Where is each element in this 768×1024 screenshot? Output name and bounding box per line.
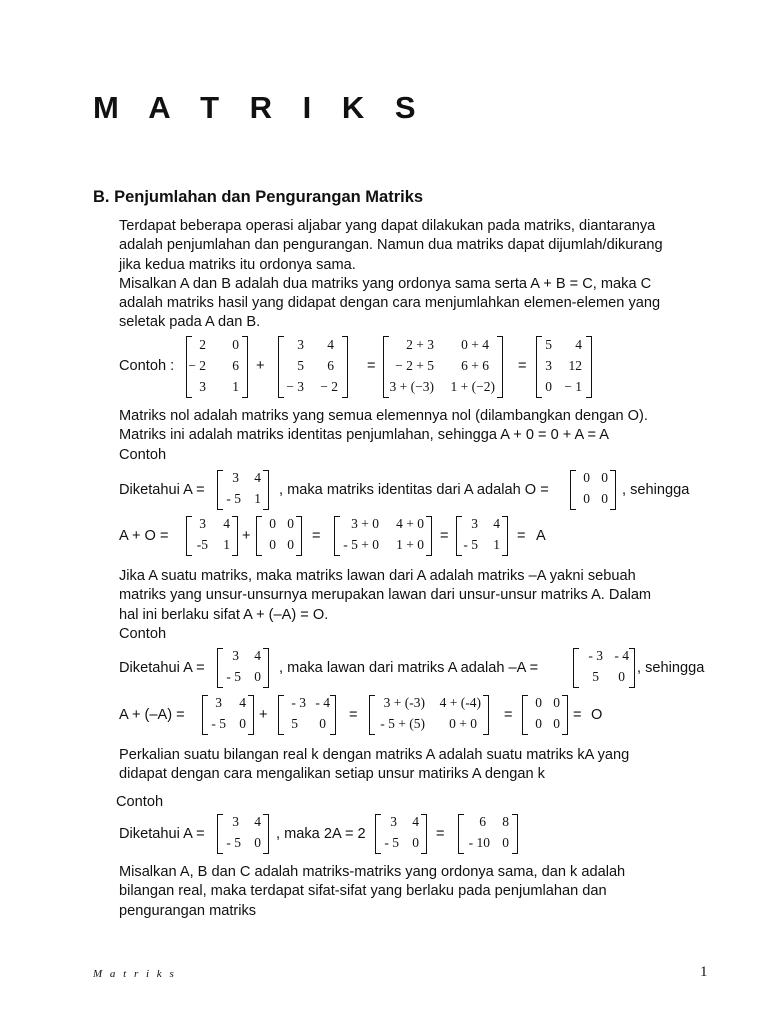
ex3-matrix-neg-a <box>573 648 635 688</box>
ex2-matrix-1 <box>186 516 238 556</box>
ex2-sum-label: A + O = <box>119 528 169 544</box>
matrix-cell: 0 <box>553 716 560 731</box>
matrix-cell: -5 <box>196 537 208 552</box>
matrix-cell: 1 <box>254 491 261 506</box>
text-line: adalah matriks hasil yang didapat dengan cara menjumlahkan elemen-elemen yang <box>119 295 661 312</box>
matrix-cell: 3 <box>232 470 239 485</box>
matrix-cell: 0 + 4 <box>461 337 489 352</box>
ex2-text-end: , sehingga <box>622 482 690 498</box>
matrix-cell: − 2 <box>188 358 206 373</box>
paragraph-properties <box>119 863 739 921</box>
matrix-cell: 0 <box>412 835 419 850</box>
matrix-cell: − 1 <box>564 379 582 394</box>
matrix-cell: - 5 + (5) <box>380 716 425 731</box>
matrix-cell: 4 <box>493 516 500 531</box>
ex4-label: Diketahui A = <box>119 826 205 842</box>
text-line: seletak pada A dan B. <box>119 314 261 331</box>
matrix-cell: - 4 <box>614 648 629 663</box>
equals-sign: = <box>504 707 513 723</box>
matrix-cell: - 5 <box>226 835 241 850</box>
ex3-matrix-1 <box>202 695 254 735</box>
ex1-matrix-3 <box>383 336 503 398</box>
matrix-cell: 0 <box>239 716 246 731</box>
paragraph-intro <box>119 217 739 333</box>
ex1-matrix-4 <box>536 336 592 398</box>
matrix-cell: 3 <box>199 379 206 394</box>
matrix-cell: 4 <box>254 648 261 663</box>
matrix-cell: 0 <box>287 537 294 552</box>
matrix-cell: 0 <box>545 379 552 394</box>
equals-sign: = <box>518 358 527 374</box>
ex2-text: , maka matriks identitas dari A adalah O = <box>279 482 549 498</box>
ex1-label: Contoh : <box>119 358 175 374</box>
matrix-cell: 0 <box>601 491 608 506</box>
matrix-cell: 4 <box>412 814 419 829</box>
matrix-cell: 2 + 3 <box>406 337 434 352</box>
plus-sign: + <box>256 358 265 374</box>
text-line: Misalkan A, B dan C adalah matriks-matriks yang ordonya sama, dan k adalah <box>119 864 626 880</box>
matrix-cell: 3 + 0 <box>351 516 379 531</box>
matrix-cell: 0 <box>583 470 590 485</box>
plus-sign: + <box>259 707 268 723</box>
ex2-matrix-3 <box>334 516 432 556</box>
matrix-cell: - 3 <box>291 695 306 710</box>
matrix-cell: 6 <box>232 358 239 373</box>
matrix-cell: - 5 <box>226 491 241 506</box>
matrix-cell: 4 <box>575 337 582 352</box>
matrix-cell: 5 <box>592 669 599 684</box>
footer-title: M a t r i k s <box>93 968 177 980</box>
ex1-matrix-1 <box>186 336 248 398</box>
text-line: hal ini berlaku sifat A + (–A) = O. <box>119 606 329 623</box>
ex3-matrix-2 <box>278 695 336 735</box>
matrix-cell: 3 + (−3) <box>389 379 434 394</box>
matrix-cell: 3 <box>471 516 478 531</box>
ex2-matrix-a <box>217 470 269 510</box>
paragraph-negative-matrix <box>119 567 739 644</box>
matrix-cell: 0 <box>269 516 276 531</box>
matrix-cell: − 2 <box>320 379 338 394</box>
matrix-cell: 3 <box>199 516 206 531</box>
matrix-cell: 0 <box>287 516 294 531</box>
matrix-cell: - 10 <box>468 835 490 850</box>
ex3-sum-label: A + (–A) = <box>119 707 185 723</box>
matrix-cell: 4 <box>254 814 261 829</box>
paragraph-scalar-mult <box>119 746 739 785</box>
paragraph-zero-matrix <box>119 407 739 465</box>
text-line: Contoh <box>119 446 167 463</box>
matrix-cell: 4 <box>254 470 261 485</box>
matrix-cell: 8 <box>502 814 509 829</box>
matrix-cell: - 5 <box>384 835 399 850</box>
ex3-text-end: , sehingga <box>637 660 705 676</box>
ex4-matrix-c <box>458 814 518 854</box>
matrix-cell: 3 <box>232 814 239 829</box>
matrix-cell: 4 <box>327 337 334 352</box>
text-line: Jika A suatu matriks, maka matriks lawan dari A adalah matriks –A yakni sebuah <box>119 568 636 584</box>
matrix-cell: 5 <box>297 358 304 373</box>
equals-sign: = <box>440 528 449 544</box>
matrix-cell: - 5 + 0 <box>343 537 379 552</box>
matrix-cell: - 5 <box>226 669 241 684</box>
ex4-matrix-b <box>375 814 427 854</box>
text-line: pengurangan matriks <box>119 902 257 919</box>
text-line: Matriks nol adalah matriks yang semua elemennya nol (dilambangkan dengan O). <box>119 408 648 424</box>
equals-sign: = <box>517 528 526 544</box>
equals-sign: = <box>367 358 376 374</box>
matrix-cell: − 3 <box>286 379 304 394</box>
ex2-label: Diketahui A = <box>119 482 205 498</box>
matrix-cell: 0 <box>535 716 542 731</box>
matrix-cell: - 5 <box>211 716 226 731</box>
matrix-cell: - 4 <box>315 695 330 710</box>
text-line: matriks yang unsur-unsurnya merupakan lawan dari unsur-unsur matriks A. Dalam <box>119 587 652 604</box>
matrix-cell: 0 <box>618 669 625 684</box>
equals-sign: = <box>573 707 582 723</box>
text-line: Terdapat beberapa operasi aljabar yang dapat dilakukan pada matriks, diantaranya <box>119 218 656 234</box>
matrix-cell: 5 <box>545 337 552 352</box>
matrix-cell: 0 <box>553 695 560 710</box>
text-line: Matriks ini adalah matriks identitas penjumlahan, sehingga A + 0 = 0 + A = A <box>119 427 610 444</box>
result-a: A <box>536 528 546 544</box>
matrix-cell: 3 <box>215 695 222 710</box>
matrix-cell: 1 <box>493 537 500 552</box>
matrix-cell: 3 <box>390 814 397 829</box>
text-line: Misalkan A dan B adalah dua matriks yang ordonya sama serta A + B = C, maka C <box>119 275 652 292</box>
equals-sign: = <box>436 826 445 842</box>
text-line: didapat dengan cara mengalikan setiap unsur matiriks A dengan k <box>119 766 545 783</box>
ex3-matrix-3 <box>369 695 489 735</box>
ex1-matrix-2 <box>278 336 348 398</box>
ex2-matrix-o <box>570 470 616 510</box>
matrix-cell: 1 + 0 <box>396 537 424 552</box>
matrix-cell: - 3 <box>588 648 603 663</box>
matrix-cell: 2 <box>199 337 206 352</box>
ex2-matrix-2 <box>256 516 302 556</box>
matrix-cell: 4 <box>239 695 246 710</box>
matrix-cell: 4 + (-4) <box>439 695 481 710</box>
matrix-cell: 0 + 0 <box>449 716 477 731</box>
matrix-cell: 3 + (-3) <box>383 695 425 710</box>
matrix-cell: - 5 <box>463 537 478 552</box>
ex3-text: , maka lawan dari matriks A adalah –A = <box>279 660 539 676</box>
page-number: 1 <box>700 964 708 980</box>
matrix-cell: 6 <box>479 814 486 829</box>
matrix-cell: − 2 + 5 <box>395 358 434 373</box>
matrix-cell: 1 + (−2) <box>450 379 495 394</box>
matrix-cell: 5 <box>291 716 298 731</box>
text-line: Contoh <box>119 625 167 642</box>
ex3-matrix-4 <box>522 695 568 735</box>
page-title: M A T R I K S <box>93 90 427 125</box>
matrix-cell: 3 <box>232 648 239 663</box>
section-heading: B. Penjumlahan dan Pengurangan Matriks <box>93 188 424 206</box>
matrix-cell: 3 <box>545 358 552 373</box>
text-line: bilangan real, maka terdapat sifat-sifat yang berlaku pada penjumlahan dan <box>119 883 607 900</box>
matrix-cell: 12 <box>568 358 582 373</box>
text-line: Perkalian suatu bilangan real k dengan matriks A adalah suatu matriks kA yang <box>119 747 630 763</box>
equals-sign: = <box>349 707 358 723</box>
matrix-cell: 0 <box>254 669 261 684</box>
matrix-cell: 1 <box>223 537 230 552</box>
matrix-cell: 4 <box>223 516 230 531</box>
matrix-cell: 0 <box>269 537 276 552</box>
ex4-text: , maka 2A = 2 <box>276 826 366 842</box>
result-o: O <box>591 707 603 723</box>
matrix-cell: 0 <box>535 695 542 710</box>
text-line: adalah penjumlahan dan pengurangan. Namun dua matriks dapat dijumlah/dikurang <box>119 237 663 254</box>
matrix-cell: 0 <box>583 491 590 506</box>
matrix-cell: 0 <box>232 337 239 352</box>
matrix-cell: 0 <box>502 835 509 850</box>
plus-sign: + <box>242 528 251 544</box>
ex4-contoh: Contoh <box>116 794 164 810</box>
matrix-cell: 1 <box>232 379 239 394</box>
matrix-cell: 6 + 6 <box>461 358 489 373</box>
equals-sign: = <box>312 528 321 544</box>
matrix-cell: 3 <box>297 337 304 352</box>
matrix-cell: 0 <box>254 835 261 850</box>
ex4-matrix-a <box>217 814 269 854</box>
text-line: jika kedua matriks itu ordonya sama. <box>119 256 356 273</box>
matrix-cell: 0 <box>601 470 608 485</box>
ex3-label: Diketahui A = <box>119 660 205 676</box>
matrix-cell: 6 <box>327 358 334 373</box>
ex2-matrix-4 <box>456 516 508 556</box>
matrix-cell: 0 <box>319 716 326 731</box>
matrix-cell: 4 + 0 <box>396 516 424 531</box>
ex3-matrix-a <box>217 648 269 688</box>
